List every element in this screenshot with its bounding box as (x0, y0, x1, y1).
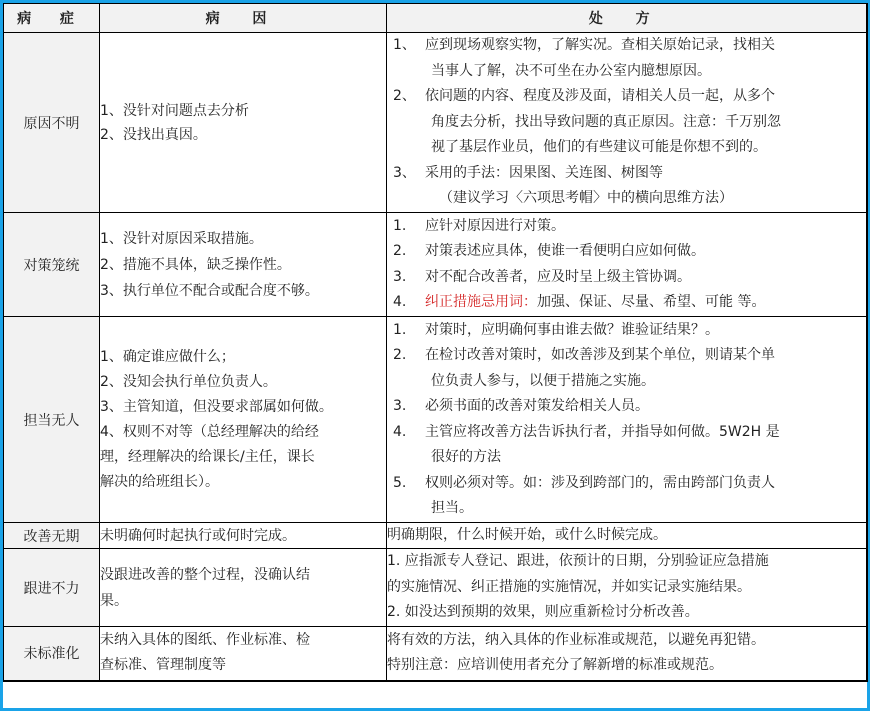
item-number: 3. (393, 398, 407, 414)
item-number: 3、 (393, 164, 416, 181)
prescription-cell (387, 627, 867, 681)
prescription-text: 的实施情况、纠正措施的实施情况，并如实记录实施结果。 (387, 578, 751, 595)
cause-line: 查标准、管理制度等 (100, 657, 226, 674)
prescription-text: 当事人了解，决不可坐在办公室内臆想原因。 (431, 62, 711, 79)
highlight-text: 纠正措施忌用词： (425, 294, 537, 310)
prescription-text: （建议学习〈六项思考帽〉中的横向思维方法） (439, 190, 733, 207)
symptom-cell: 跟进不力 (4, 549, 100, 627)
prescription-text: 视了基层作业员，他们的有些建议可能是你想不到的。 (431, 139, 767, 156)
cause-line: 4、权则不对等（总经理解决的给经 (100, 423, 319, 440)
header-prescription: 处 方 (387, 4, 867, 33)
table-row (4, 33, 867, 213)
item-number: 2. (393, 243, 407, 259)
prescription-cell (387, 33, 867, 213)
prescription-text: 应到现场观察实物，了解实况。查相关原始记录，找相关 (425, 37, 775, 54)
prescription-text: 应针对原因进行对策。 (425, 217, 565, 234)
cause-line: 2、没知会执行单位负责人。 (100, 373, 277, 390)
header-cause: 病 因 (100, 4, 387, 33)
symptom-cell: 改善无期 (4, 523, 100, 549)
cause-line: 理，经理解决的给课长/主任，课长 (100, 448, 315, 465)
prescription-text: 2. 如没达到预期的效果，则应重新检讨分析改善。 (387, 604, 699, 621)
prescription-text: 权则必须对等。如：涉及到跨部门的，需由跨部门负责人 (425, 474, 775, 491)
item-number: 1、 (393, 37, 416, 54)
prescription-text: 明确期限，什么时候开始，或什么时候完成。 (387, 527, 667, 544)
header-symptom: 病 症 (4, 4, 100, 33)
table-row (4, 627, 867, 681)
prescription-text: 主管应将改善方法告诉执行者，并指导如何做。5W2H 是 (425, 423, 780, 440)
prescription-cell (387, 317, 867, 523)
prescription-text: 对策时，应明确何事由谁去做？谁验证结果？。 (425, 321, 719, 338)
prescription-text: 采用的手法：因果图、关连图、树图等 (425, 164, 663, 181)
diagnosis-table (3, 3, 868, 682)
header-row (4, 4, 867, 33)
cause-line: 1、没针对原因采取措施。 (100, 230, 263, 247)
prescription-cell (387, 213, 867, 317)
cause-line: 果。 (100, 592, 128, 609)
cause-line: 未明确何时起执行或何时完成。 (100, 527, 296, 544)
cause-cell (100, 317, 387, 523)
prescription-text: 对策表述应具体，使谁一看便明白应如何做。 (425, 243, 705, 259)
prescription-text: 在检讨改善对策时，如改善涉及到某个单位，则请某个单 (425, 347, 775, 363)
prescription-cell (387, 523, 867, 549)
table-row (4, 549, 867, 627)
item-number: 3. (393, 268, 407, 285)
item-number: 2. (393, 347, 407, 363)
cause-line: 2、措施不具体，缺乏操作性。 (100, 256, 291, 273)
prescription-text: 1. 应指派专人登记、跟进，依预计的日期，分别验证应急措施 (387, 553, 769, 570)
cause-line: 3、主管知道，但没要求部属如何做。 (100, 398, 333, 415)
cause-line: 未纳入具体的图纸、作业标准、检 (100, 632, 310, 649)
item-number: 5. (393, 474, 407, 491)
item-number: 4. (393, 423, 407, 440)
symptom-cell: 担当无人 (4, 317, 100, 523)
prescription-text: 对不配合改善者，应及时呈上级主管协调。 (425, 268, 691, 285)
cause-line: 1、确定谁应做什么； (100, 348, 235, 365)
prescription-cell (387, 549, 867, 627)
table-row (4, 317, 867, 523)
prescription-text: 位负责人参与，以便于措施之实施。 (431, 372, 655, 389)
prescription-text: 担当。 (431, 500, 473, 516)
prescription-text: 角度去分析，找出导致问题的真正原因。注意：千万别忽 (431, 113, 781, 130)
cause-cell (100, 33, 387, 213)
item-number: 2、 (393, 88, 416, 105)
prescription-text: 必须书面的改善对策发给相关人员。 (425, 398, 649, 414)
cause-line: 3、执行单位不配合或配合度不够。 (100, 282, 319, 299)
prescription-text: 特别注意：应培训使用者充分了解新增的标准或规范。 (387, 657, 723, 674)
prescription-text: 将有效的方法，纳入具体的作业标准或规范，以避免再犯错。 (387, 632, 765, 649)
cause-line: 没跟进改善的整个过程，没确认结 (100, 566, 310, 583)
prescription-text: 依问题的内容、程度及涉及面，请相关人员一起，从多个 (425, 88, 775, 105)
item-number: 4. (393, 294, 407, 310)
cause-cell (100, 213, 387, 317)
cause-line: 1、没针对问题点去分析 (100, 102, 249, 119)
symptom-cell: 原因不明 (4, 33, 100, 213)
prescription-text: 加强、保证、尽量、希望、可能 等。 (537, 294, 766, 310)
table-row (4, 523, 867, 549)
cause-line: 解决的给班组长）。 (100, 473, 219, 490)
cause-cell (100, 523, 387, 549)
item-number: 1. (393, 217, 407, 234)
item-number: 1. (393, 321, 407, 338)
cause-cell (100, 627, 387, 681)
cause-cell (100, 549, 387, 627)
symptom-cell: 未标准化 (4, 627, 100, 681)
cause-line: 2、没找出真因。 (100, 126, 207, 143)
table-row (4, 213, 867, 317)
symptom-cell: 对策笼统 (4, 213, 100, 317)
prescription-text: 很好的方法 (431, 449, 501, 465)
